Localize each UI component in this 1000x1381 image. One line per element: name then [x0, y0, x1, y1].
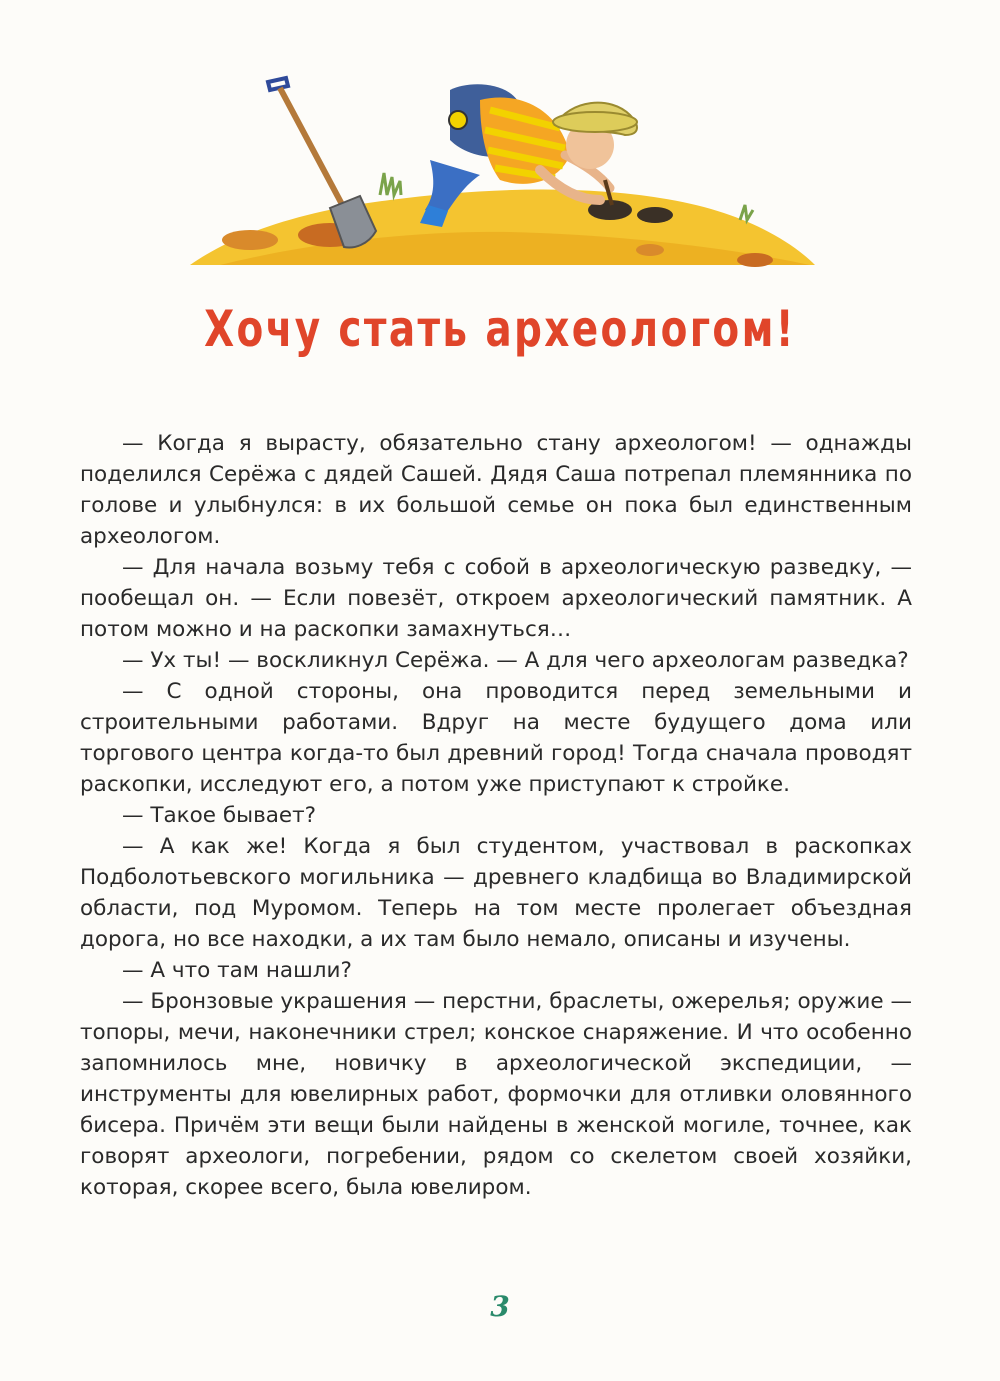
grass: [380, 173, 401, 195]
paragraph: — А как же! Когда я был студентом, участвовал в раскопках Подболотьевского могильника — древнего кладбища во Владимирской области, под Муромом. Теперь на том месте пролегает объездная дорога, но все находки, а их там было немало, описаны и изучены.: [80, 834, 912, 952]
paragraph: — С одной стороны, она проводится перед земельными и строительными работами. Вдруг на месте будущего дома или торгового центра когда-то был древний город! Тогда сначала проводят раскопки, исследуют его, а потом уже приступают к стройке.: [80, 679, 912, 797]
paragraph: — Бронзовые украшения — перстни, браслеты, ожерелья; оружие — топоры, мечи, наконечники стрел; конское снаряжение. И что особенно запомнилось мне, новичку в археологической экспедиции, — инструменты для ювелирных работ, формочки для отливки оловянного бисера. Причём эти вещи были найдены в женской могиле, точнее, как говорят археологи, погребении, рядом со скелетом своей хозяйки, которая, скорее всего, была ювелиром.: [80, 989, 912, 1200]
story-text: [80, 428, 912, 1203]
chapter-title: Хочу стать археологом!: [204, 300, 796, 358]
page-number: 3: [490, 1290, 510, 1323]
paragraph: — А что там нашли?: [122, 958, 352, 983]
paragraph: — Когда я вырасту, обязательно стану археологом! — однажды поделился Серёжа с дядей Сашей. Дядя Саша потрепал племянника по голове и улыбнулся: в их большой семье он пока был единственным археологом.: [80, 431, 912, 549]
boy-archaeologist-digging-illustration: [180, 60, 820, 285]
paragraph: — Ух ты! — воскликнул Серёжа. — А для чего археологам разведка?: [122, 648, 909, 673]
paragraph: — Для начала возьму тебя с собой в археологическую разведку, — пообещал он. — Если повезёт, откроем археологический памятник. А потом можно и на раскопки замахнуться…: [80, 555, 912, 642]
paragraph: — Такое бывает?: [122, 803, 317, 828]
